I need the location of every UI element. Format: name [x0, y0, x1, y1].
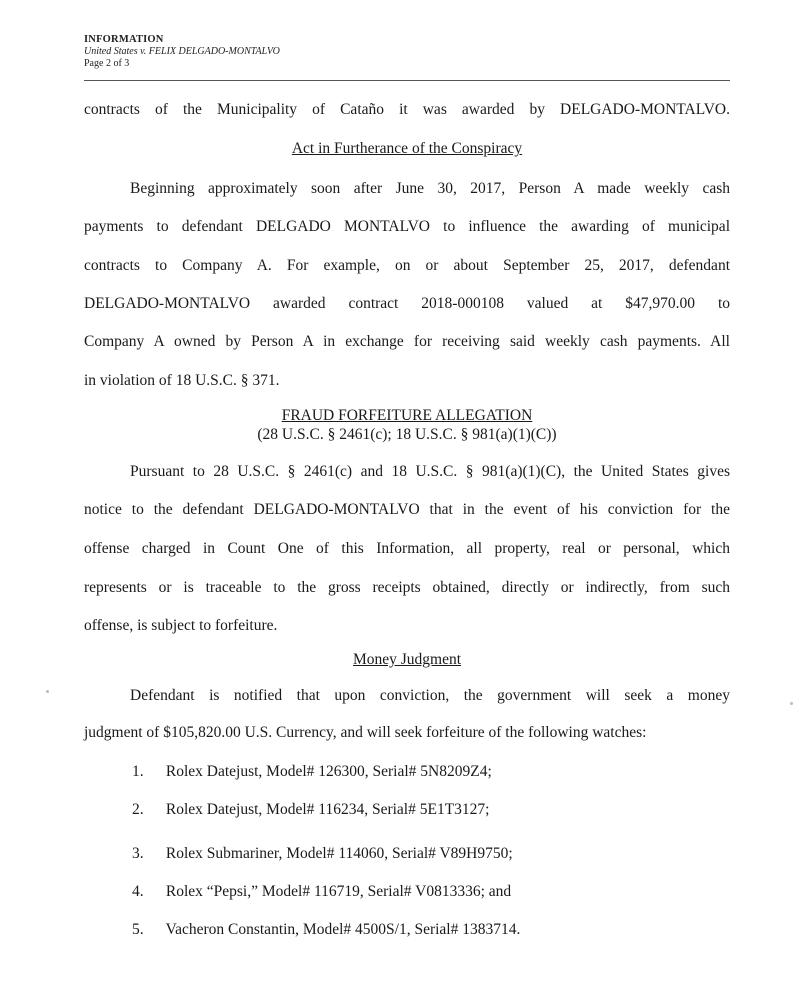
list-text: Vacheron Constantin, Model# 4500S/1, Serial# 1383714. [165, 921, 521, 938]
paragraph-line: DELGADO-MONTALVO awarded contract 2018-000108 valued at $47,970.00 to [84, 295, 730, 312]
list-item [132, 844, 513, 864]
section-heading-money-judgment: Money Judgment [352, 651, 462, 668]
list-item [132, 800, 489, 820]
page-number: Page 2 of 3 [84, 58, 130, 69]
paragraph-line: offense charged in Count One of this Information, all property, real or personal, which [84, 540, 730, 557]
case-caption: United States v. FELIX DELGADO-MONTALVO [84, 46, 280, 57]
list-text: Rolex Datejust, Model# 116234, Serial# 5E1T3127; [165, 801, 490, 818]
list-number: 1. [132, 763, 144, 780]
list-number: 4. [132, 883, 144, 900]
scan-speck [790, 702, 793, 705]
paragraph-line: in violation of 18 U.S.C. § 371. [84, 372, 280, 389]
scan-speck [46, 690, 49, 693]
paragraph-line: Pursuant to 28 U.S.C. § 2461(c) and 18 U.S.C. § 981(a)(1)(C), the United States gives [130, 463, 730, 480]
section-heading-act: Act in Furtherance of the Conspiracy [291, 140, 523, 157]
paragraph-line: Beginning approximately soon after June 30, 2017, Person A made weekly cash [130, 180, 730, 197]
list-text: Rolex “Pepsi,” Model# 116719, Serial# V0813336; and [165, 883, 512, 900]
list-number: 2. [132, 801, 144, 818]
list-text: Rolex Datejust, Model# 126300, Serial# 5N8209Z4; [165, 763, 492, 780]
paragraph-line: Company A owned by Person A in exchange for receiving said weekly cash payments. All [84, 333, 730, 350]
document-header [84, 34, 280, 70]
list-number: 3. [132, 845, 144, 862]
paragraph-line: notice to the defendant DELGADO-MONTALVO that in the event of his conviction for the [84, 501, 730, 518]
list-text: Rolex Submariner, Model# 114060, Serial# V89H9750; [165, 845, 513, 862]
paragraph-line: Defendant is notified that upon conviction, the government will seek a money [130, 687, 730, 704]
list-item [132, 762, 492, 782]
paragraph-line: offense, is subject to forfeiture. [84, 617, 278, 634]
document-type: INFORMATION [84, 34, 164, 45]
paragraph-line: judgment of $105,820.00 U.S. Currency, and will seek forfeiture of the following watches: [84, 724, 647, 741]
header-divider [84, 80, 730, 81]
paragraph-line: represents or is traceable to the gross receipts obtained, directly or indirectly, from such [84, 579, 730, 596]
list-item [132, 882, 511, 902]
paragraph-line: contracts to Company A. For example, on or about September 25, 2017, defendant [84, 257, 730, 274]
continued-line: contracts of the Municipality of Cataño it was awarded by DELGADO-MONTALVO. [84, 101, 730, 118]
paragraph-line: payments to defendant DELGADO MONTALVO to influence the awarding of municipal [84, 218, 730, 235]
list-number: 5. [132, 921, 144, 938]
section-subheading-citation: (28 U.S.C. § 2461(c); 18 U.S.C. § 981(a)(1)(C)) [257, 426, 557, 443]
section-heading-forfeiture: FRAUD FORFEITURE ALLEGATION [281, 407, 533, 424]
list-item [132, 920, 520, 940]
